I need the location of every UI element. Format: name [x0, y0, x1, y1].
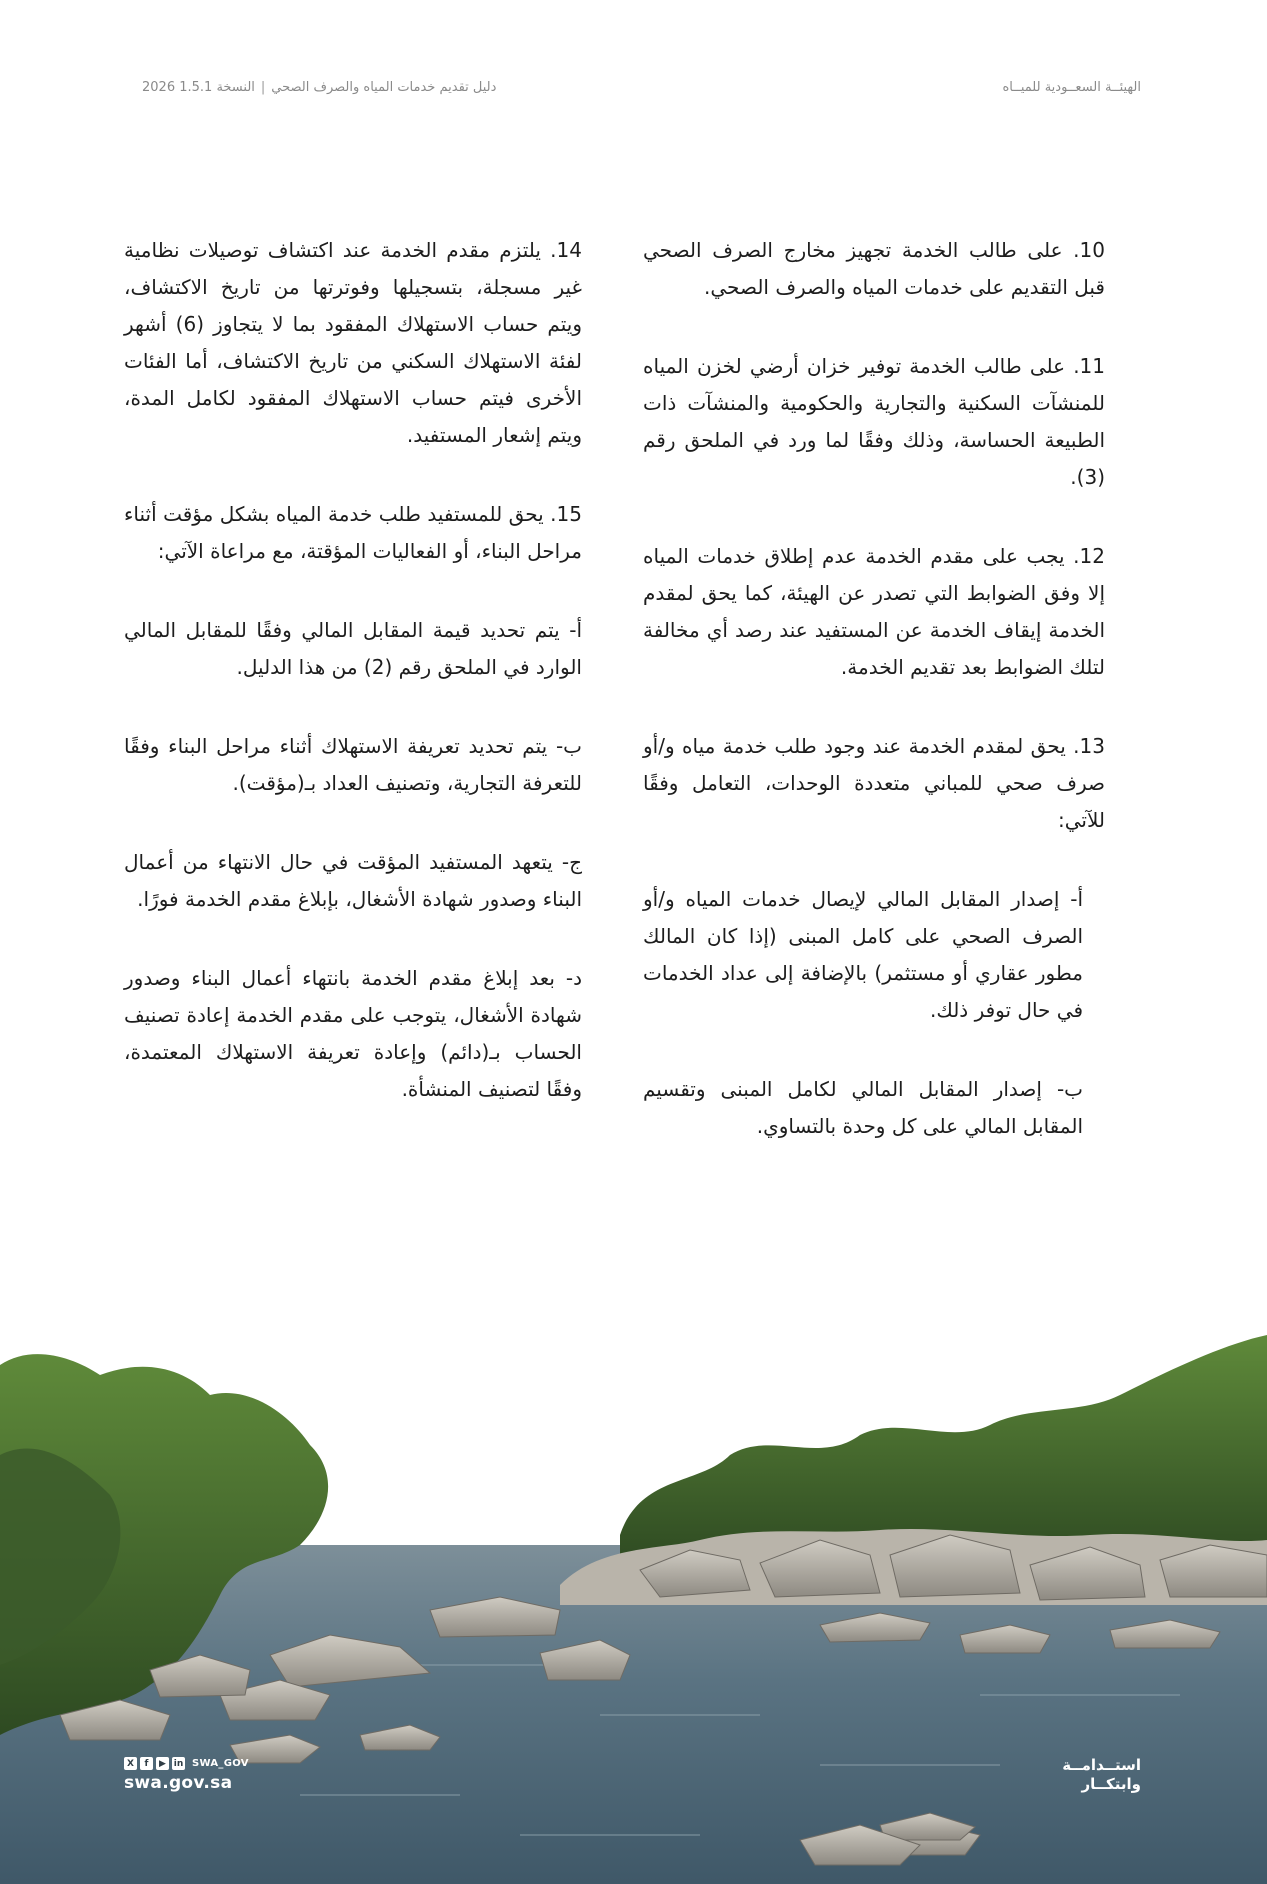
- river-rocks-image: [0, 1335, 1267, 1884]
- clause-10: 10. على طالب الخدمة تجهيز مخارج الصرف الصحي قبل التقديم على خدمات المياه والصرف الصحي.: [643, 238, 1105, 299]
- x-icon[interactable]: X: [124, 1757, 137, 1770]
- clause-15-a: أ- يتم تحديد قيمة المقابل المالي وفقًا للمقابل المالي الوارد في الملحق رقم (2) من هذا الدليل.: [124, 618, 582, 679]
- clause-12: 12. يجب على مقدم الخدمة عدم إطلاق خدمات المياه إلا وفق الضوابط التي تصدر عن الهيئة، كما يحق لمقدم الخدمة إيقاف الخدمة عن المستفيد عند رصد أي مخالفة لتلك الضوابط بعد تقديم الخدمة.: [643, 544, 1105, 679]
- website-link[interactable]: swa.gov.sa: [124, 1773, 233, 1793]
- clause-13: 13. يحق لمقدم الخدمة عند وجود طلب خدمة مياه و/أو صرف صحي للمباني متعددة الوحدات، التعامل وفقًا للآتي:: [643, 734, 1105, 832]
- clause-13-a: أ- إصدار المقابل المالي لإيصال خدمات المياه و/أو الصرف الصحي على كامل المبنى (إذا كان المالك مطور عقاري أو مستثمر) بالإضافة إلى عداد الخدمات في حال توفر ذلك.: [643, 887, 1083, 1022]
- footer-slogan: [1062, 1756, 1141, 1794]
- right-column: [643, 232, 1105, 1187]
- facebook-icon[interactable]: f: [140, 1757, 153, 1770]
- social-row: [124, 1757, 249, 1770]
- slogan-line-2: وابتكــار: [1081, 1775, 1141, 1793]
- clause-15-b: ب- يتم تحديد تعريفة الاستهلاك أثناء مراحل البناء وفقًا للتعرفة التجارية، وتصنيف العداد بـ(مؤقت).: [124, 734, 582, 795]
- slogan-line-1: استــدامــة: [1062, 1756, 1141, 1774]
- youtube-icon[interactable]: ▶: [156, 1757, 169, 1770]
- clause-15: 15. يحق للمستفيد طلب خدمة المياه بشكل مؤقت أثناء مراحل البناء، أو الفعاليات المؤقتة، مع مراعاة الآتي:: [124, 502, 582, 563]
- footer-contact: [124, 1757, 249, 1793]
- header-org-name: الهيئــة السعــودية للميــاه: [1002, 80, 1141, 95]
- header-separator: |: [260, 80, 266, 95]
- linkedin-icon[interactable]: in: [173, 1758, 184, 1769]
- social-handle: SWA_GOV: [192, 1758, 249, 1769]
- clause-11: 11. على طالب الخدمة توفير خزان أرضي لخزن المياه للمنشآت السكنية والتجارية والحكومية والمنشآت ذات الطبيعة الحساسة، وذلك وفقًا لما ورد في الملحق رقم (3).: [643, 354, 1105, 489]
- header-version: النسخة 1.5.1 2026: [142, 80, 255, 95]
- clause-15-d: د- بعد إبلاغ مقدم الخدمة بانتهاء أعمال البناء وصدور شهادة الأشغال، يتوجب على مقدم الخدمة إعادة تصنيف الحساب بـ(دائم) وإعادة تعريفة الاستهلاك المعتمدة، وفقًا لتصنيف المنشأة.: [124, 966, 582, 1101]
- clause-13-b: ب- إصدار المقابل المالي لكامل المبنى وتقسيم المقابل المالي على كل وحدة بالتساوي.: [643, 1077, 1083, 1138]
- left-column: [124, 232, 582, 1150]
- header-doc-info: [142, 80, 496, 95]
- clause-15-c: ج- يتعهد المستفيد المؤقت في حال الانتهاء من أعمال البناء وصدور شهادة الأشغال، بإبلاغ مقدم الخدمة فورًا.: [124, 850, 582, 911]
- clause-14: 14. يلتزم مقدم الخدمة عند اكتشاف توصيلات نظامية غير مسجلة، بتسجيلها وفوترتها من تاريخ الاكتشاف، ويتم حساب الاستهلاك المفقود بما لا يتجاوز (6) أشهر لفئة الاستهلاك السكني من تاريخ الاكتشاف، أما الفئات الأخرى فيتم حساب الاستهلاك المفقود لكامل المدة، ويتم إشعار المستفيد.: [124, 238, 582, 447]
- header-doc-title: دليل تقديم خدمات المياه والصرف الصحي: [271, 80, 497, 95]
